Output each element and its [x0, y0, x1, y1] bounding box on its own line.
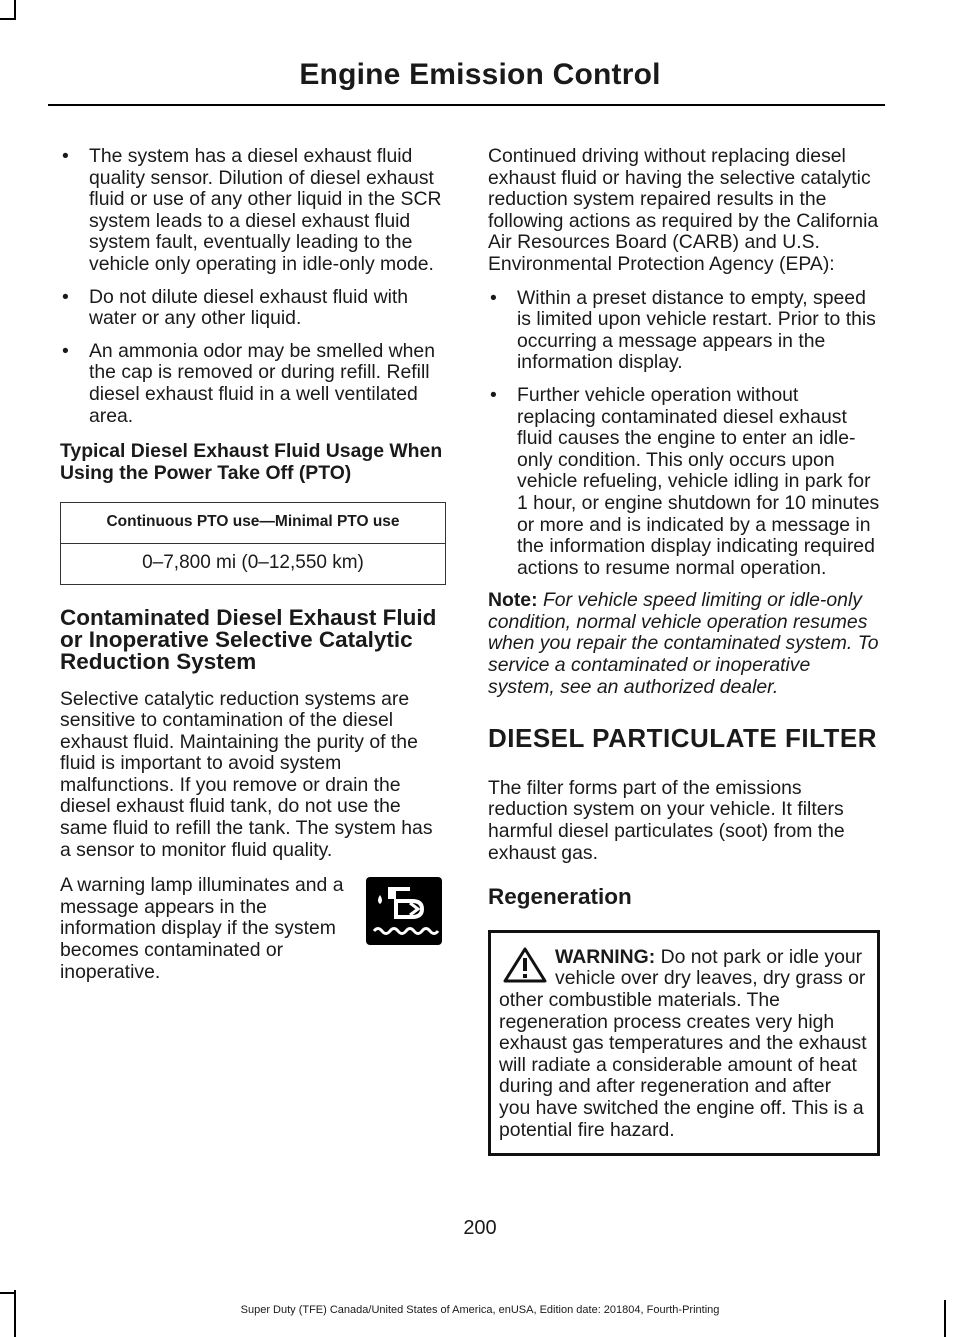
regeneration-heading: Regeneration	[488, 884, 632, 910]
right-bullet-list	[488, 288, 880, 580]
crop-mark	[0, 1292, 16, 1294]
warning-box	[488, 930, 880, 1156]
list-item: • An ammonia odor may be smelled when the cap is removed or during refill. Refill diesel exhaust fluid in a well ventilated area.	[60, 341, 448, 427]
warning-triangle-icon	[503, 947, 547, 983]
contaminated-heading: Contaminated Diesel Exhaust Fluid or Inoperative Selective Catalytic Reduction System	[60, 604, 437, 674]
list-item: • Within a preset distance to empty, speed is limited upon vehicle restart. Prior to this occurring a message appears in the information display.	[488, 288, 880, 374]
contaminated-paragraph: Selective catalytic reduction systems are sensitive to contamination of the diesel exhaust fluid. Maintaining the purity of the fluid is important to avoid system malfunctions. If you remove or drain the diesel exhaust fluid tank, do not use the same fluid to refill the tank. The system has a sensor to monitor fluid quality.	[60, 687, 433, 861]
list-item: • Do not dilute diesel exhaust fluid with water or any other liquid.	[60, 287, 448, 330]
warning-label: WARNING:	[555, 945, 656, 968]
dpf-heading: DIESEL PARTICULATE FILTER	[488, 723, 878, 754]
list-item: • The system has a diesel exhaust fluid quality sensor. Dilution of diesel exhaust fluid or use of any other liquid in the SCR system leads to a diesel exhaust fluid system fault, eventually leading to the vehicle only operating in idle-only mode.	[60, 146, 448, 276]
note-paragraph	[488, 590, 880, 698]
lamp-text: A warning lamp illuminates and a message appears in the information display if the system becomes contaminated or inoperative.	[60, 874, 344, 983]
note-label: Note:	[488, 589, 538, 612]
list-item: • Further vehicle operation without replacing contaminated diesel exhaust fluid causes the engine to enter an idle-only condition. This only occurs upon vehicle refueling, vehicle idling in park for 1 hour, or engine shutdown for 10 minutes or more and is indicated by a message in the information display indicating required actions to resume normal operation.	[488, 385, 880, 579]
right-column	[488, 146, 880, 1156]
lamp-paragraph	[60, 875, 448, 983]
warning-text: Do not park or idle your vehicle over dry leaves, dry grass or other combustible materials. The regeneration process creates very high exhaust gas temperatures and the exhaust will radiate a considerable amount of heat during and after regeneration and after you have switched the engine off. This is a potential fire hazard.	[499, 945, 867, 1141]
usage-heading: Typical Diesel Exhaust Fluid Usage When Using the Power Take Off (PTO)	[60, 440, 443, 484]
page-number: 200	[463, 1217, 497, 1239]
page-title: Engine Emission Control	[299, 58, 661, 91]
table-header-cell: Continuous PTO use—Minimal PTO use	[61, 503, 446, 544]
intro-paragraph: Continued driving without replacing diesel exhaust fluid or having the selective catalytic reduction system repaired results in the following actions as required by the California Air Resources Board (CARB) and U.S. Environmental Protection Agency (EPA):	[488, 145, 879, 275]
crop-mark	[0, 18, 16, 20]
pto-usage-table	[60, 502, 446, 584]
header-divider	[48, 104, 885, 106]
left-column	[60, 146, 448, 983]
dpf-paragraph: The filter forms part of the emissions reduction system on your vehicle. It filters harmful diesel particulates (soot) from the exhaust gas.	[488, 776, 845, 864]
diesel-exhaust-fluid-warning-icon	[366, 877, 442, 945]
left-bullet-list	[60, 146, 448, 427]
footer-text: Super Duty (TFE) Canada/United States of America, enUSA, Edition date: 201804, Fourth-Printing	[240, 1304, 720, 1316]
table-cell: 0–7,800 mi (0–12,550 km)	[61, 543, 446, 584]
crop-mark	[14, 0, 16, 20]
note-text: For vehicle speed limiting or idle-only condition, normal vehicle operation resumes when you repair the contaminated system. To service a contaminated or inoperative system, see an authorized dealer.	[488, 589, 879, 698]
